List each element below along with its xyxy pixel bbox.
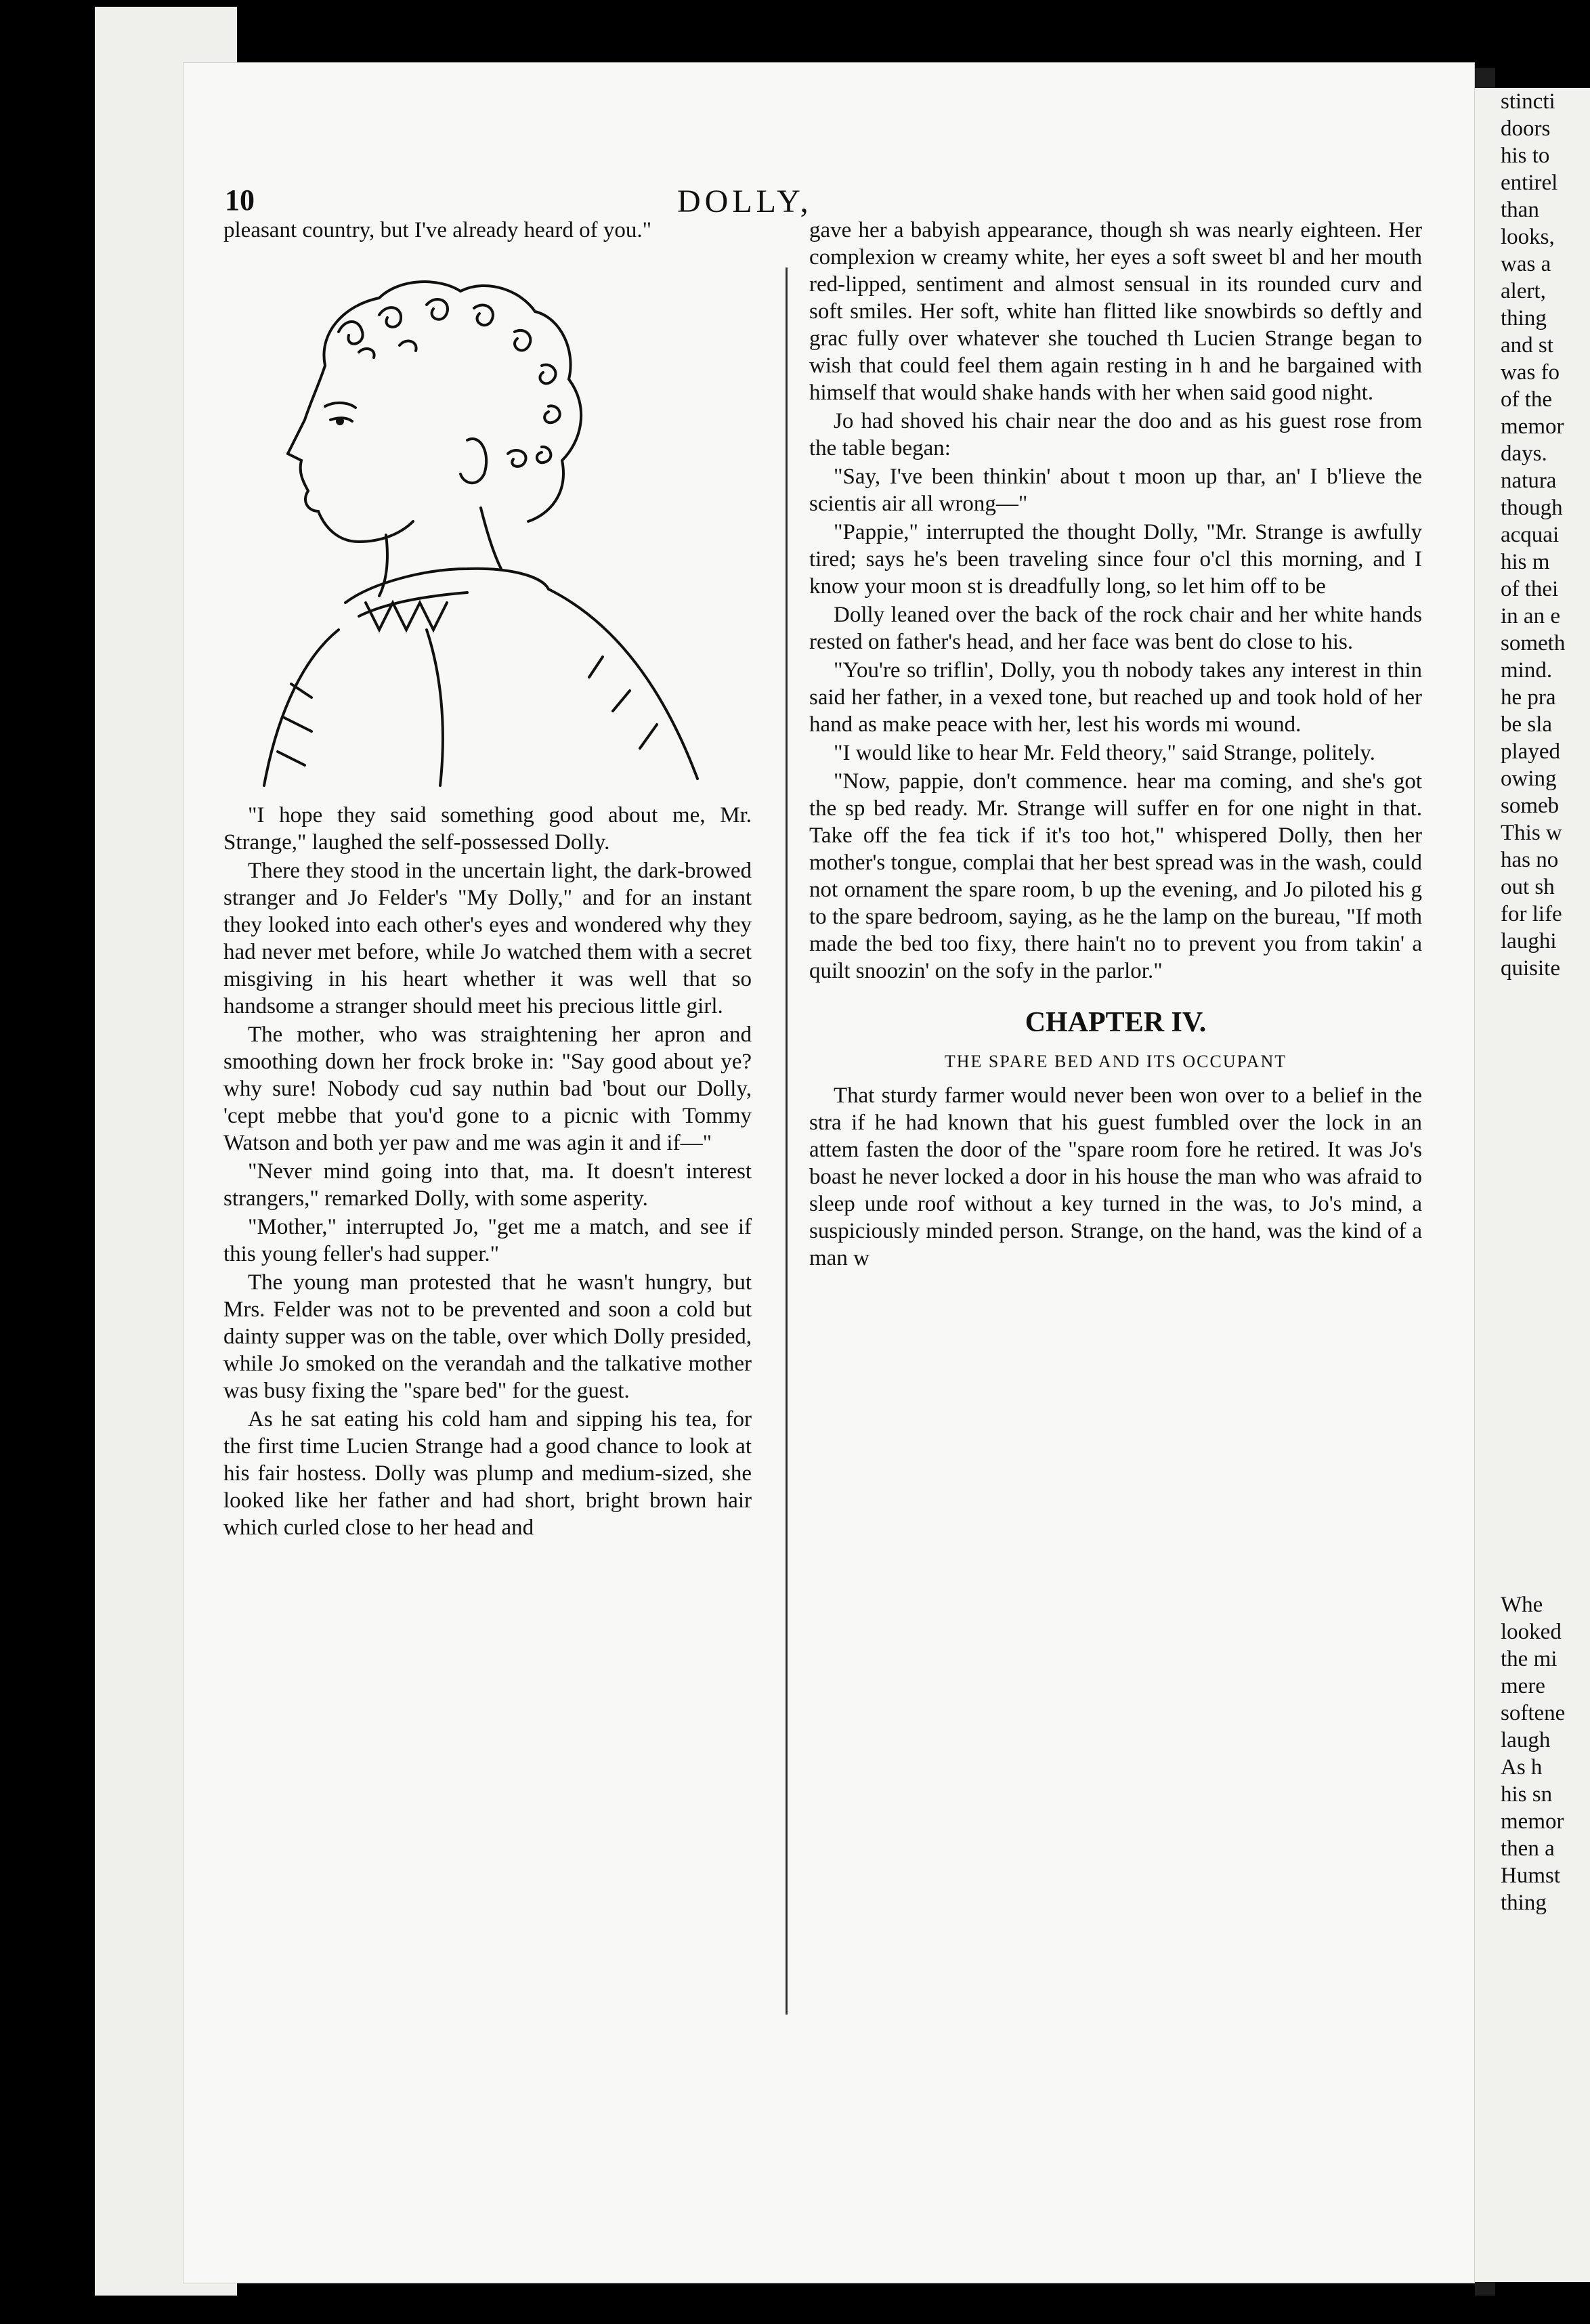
paragraph: "I hope they said something good about me, Mr. Strange," laughed the self-possessed Dolly. bbox=[223, 803, 752, 855]
column-rule bbox=[786, 267, 788, 2015]
text-column-left bbox=[223, 217, 752, 1543]
fragment-line: memor bbox=[1501, 414, 1564, 439]
fragment-line: quisite bbox=[1501, 956, 1560, 981]
fragment-line: then a bbox=[1501, 1836, 1555, 1861]
fragment-line: thing bbox=[1501, 1891, 1547, 1915]
fragment-line: out sh bbox=[1501, 875, 1555, 899]
fragment-line: This w bbox=[1501, 821, 1562, 845]
fragment-line: entirel bbox=[1501, 171, 1558, 195]
fragment-line: laughi bbox=[1501, 929, 1557, 953]
paragraph: There they stood in the uncertain light, the dark-browed stranger and Jo Felder's "My Dolly," and for an instant they looked into each other's eyes and wondered why they had never met before, while Jo watched them with a secret misgiving in his heart whether it was well that so handsome a stranger should meet his precious little girl. bbox=[223, 859, 752, 1018]
fragment-line: alert, bbox=[1501, 279, 1546, 303]
fragment-line: of thei bbox=[1501, 577, 1559, 601]
fragment-line: than bbox=[1501, 198, 1539, 222]
fragment-line: of the bbox=[1501, 387, 1553, 412]
fragment-line: for life bbox=[1501, 902, 1562, 926]
dolly-portrait-drawing bbox=[223, 251, 738, 792]
fragment-line: looks, bbox=[1501, 225, 1555, 249]
paragraph: Jo had shoved his chair near the doo and as his guest rose from the table began: bbox=[809, 409, 1422, 460]
page-number: 10 bbox=[225, 184, 255, 217]
fragment-line: mere bbox=[1501, 1674, 1545, 1698]
paragraph: pleasant country, but I've already heard of you." bbox=[223, 218, 652, 242]
paragraph: Dolly leaned over the back of the rock chair and her white hands rested on father's head, and her face was bent do close to his. bbox=[809, 603, 1422, 654]
fragment-line: in an e bbox=[1501, 604, 1560, 628]
paragraph: "Now, pappie, don't commence. hear ma coming, and she's got the sp bed ready. Mr. Strange will suffer en for one night in that. Take off the fea tick if it's too hot," whispered Dolly, then her mother's tongue, complai that her best spread was in the wash, could not ornament the spare room, b up the evening, and Jo piloted his g to the spare bedroom, saying, as he the lamp on the bureau, "If moth made the bed too fixy, there hain't no to prevent you from takin' a quilt snoozin' on the sofy in the parlor." bbox=[809, 769, 1422, 983]
fragment-line: his to bbox=[1501, 144, 1550, 168]
fragment-line: owing bbox=[1501, 767, 1557, 791]
paragraph: "Say, I've been thinkin' about t moon up thar, an' I b'lieve the scientis air all wrong—" bbox=[809, 465, 1422, 516]
chapter-subtitle: THE SPARE BED AND ITS OCCUPANT bbox=[944, 1052, 1287, 1071]
fragment-line: though bbox=[1501, 496, 1563, 520]
fragment-line: doors bbox=[1501, 116, 1551, 141]
portrait-illustration bbox=[223, 251, 738, 792]
paragraph: "I would like to hear Mr. Feld theory," said Strange, politely. bbox=[834, 741, 1375, 765]
fragment-line: the mi bbox=[1501, 1647, 1557, 1671]
paragraph: gave her a babyish appearance, though sh was nearly eighteen. Her complexion w creamy white, her eyes a soft sweet bl and her mouth red-lipped, sentiment and almost sensual in its rounded curv and soft smiles. Her soft, white han flitted like snowbirds so deftly and grac fully over whatever she touched th Lucien Strange began to wish that could feel them again resting in h and he bargained with himself that would shake hands with her when said good night. bbox=[809, 218, 1422, 405]
fragment-line: played bbox=[1501, 739, 1560, 764]
paragraph: "Mother," interrupted Jo, "get me a match, and see if this young feller's had supper." bbox=[223, 1215, 752, 1266]
fragment-line: has no bbox=[1501, 848, 1559, 872]
fragment-line: was a bbox=[1501, 252, 1551, 276]
paragraph: The mother, who was straightening her apron and smoothing down her frock broke in: "Say good about ye? why sure! Nobody cud say nuthin bad 'bout our Dolly, 'cept mebbe that you'd gone to a picnic with Tommy Watson and both yer paw and me was agin it and if—" bbox=[223, 1023, 752, 1155]
running-title: DOLLY, bbox=[677, 184, 813, 219]
fragment-line: he pra bbox=[1501, 685, 1556, 710]
fragment-line: be sla bbox=[1501, 712, 1553, 737]
fragment-line: memor bbox=[1501, 1809, 1564, 1834]
paragraph: The young man protested that he wasn't hungry, but Mrs. Felder was not to be prevented and soon a cold but dainty supper was on the table, over which Dolly presided, while Jo smoked on the verandah and the talkative mother was busy fixing the "spare bed" for the guest. bbox=[223, 1270, 752, 1403]
fragment-line: acquai bbox=[1501, 523, 1560, 547]
fragment-line: his m bbox=[1501, 550, 1550, 574]
chapter-title: CHAPTER IV. bbox=[1025, 1007, 1207, 1038]
fragment-line: was fo bbox=[1501, 360, 1560, 385]
fragment-line: Humst bbox=[1501, 1864, 1561, 1888]
paragraph: "Pappie," interrupted the thought Dolly, "Mr. Strange is awfully tired; says he's been traveling since four o'cl this morning, and I know your moon st is dreadfully long, so let him off to be bbox=[809, 520, 1422, 599]
fragment-line: someb bbox=[1501, 794, 1560, 818]
fragment-line: someth bbox=[1501, 631, 1566, 655]
fragment-line: Whe bbox=[1501, 1593, 1543, 1617]
fragment-line: As h bbox=[1501, 1755, 1543, 1780]
fragment-line: stincti bbox=[1501, 89, 1555, 114]
fragment-line: laugh bbox=[1501, 1728, 1551, 1752]
fragment-line: looked bbox=[1501, 1620, 1562, 1644]
adjacent-page-fragment bbox=[1475, 88, 1590, 2282]
text-column-right bbox=[809, 217, 1422, 1273]
fragment-line: softene bbox=[1501, 1701, 1566, 1725]
paragraph: As he sat eating his cold ham and sipping his tea, for the first time Lucien Strange had a good chance to look at his fair hostess. Dolly was plump and medium-sized, she looked like her father and had short, bright brown hair which curled close to her head and bbox=[223, 1407, 752, 1540]
fragment-line: natura bbox=[1501, 469, 1557, 493]
fragment-line: thing bbox=[1501, 306, 1547, 330]
fragment-line: and st bbox=[1501, 333, 1553, 358]
fragment-line: mind. bbox=[1501, 658, 1553, 683]
fragment-line: days. bbox=[1501, 442, 1547, 466]
paragraph: "Never mind going into that, ma. It doesn't interest strangers," remarked Dolly, with some asperity. bbox=[223, 1159, 752, 1211]
fragment-line: his sn bbox=[1501, 1782, 1553, 1807]
paragraph: That sturdy farmer would never been won over to a belief in the stra if he had known that his guest fumbled over the lock in an attem fasten the door of the "spare room fore he retired. It was Jo's boast he never locked a door in his house the man who was afraid to sleep unde roof without a key turned in the was, to Jo's mind, a suspiciously minded person. Strange, on the hand, was the kind of a man w bbox=[809, 1083, 1422, 1270]
paragraph: "You're so triflin', Dolly, you th nobody takes any interest in thin said her father, in a vexed tone, but reached up and took hold of her hand as make peace with her, lest his words mi wound. bbox=[809, 658, 1422, 737]
